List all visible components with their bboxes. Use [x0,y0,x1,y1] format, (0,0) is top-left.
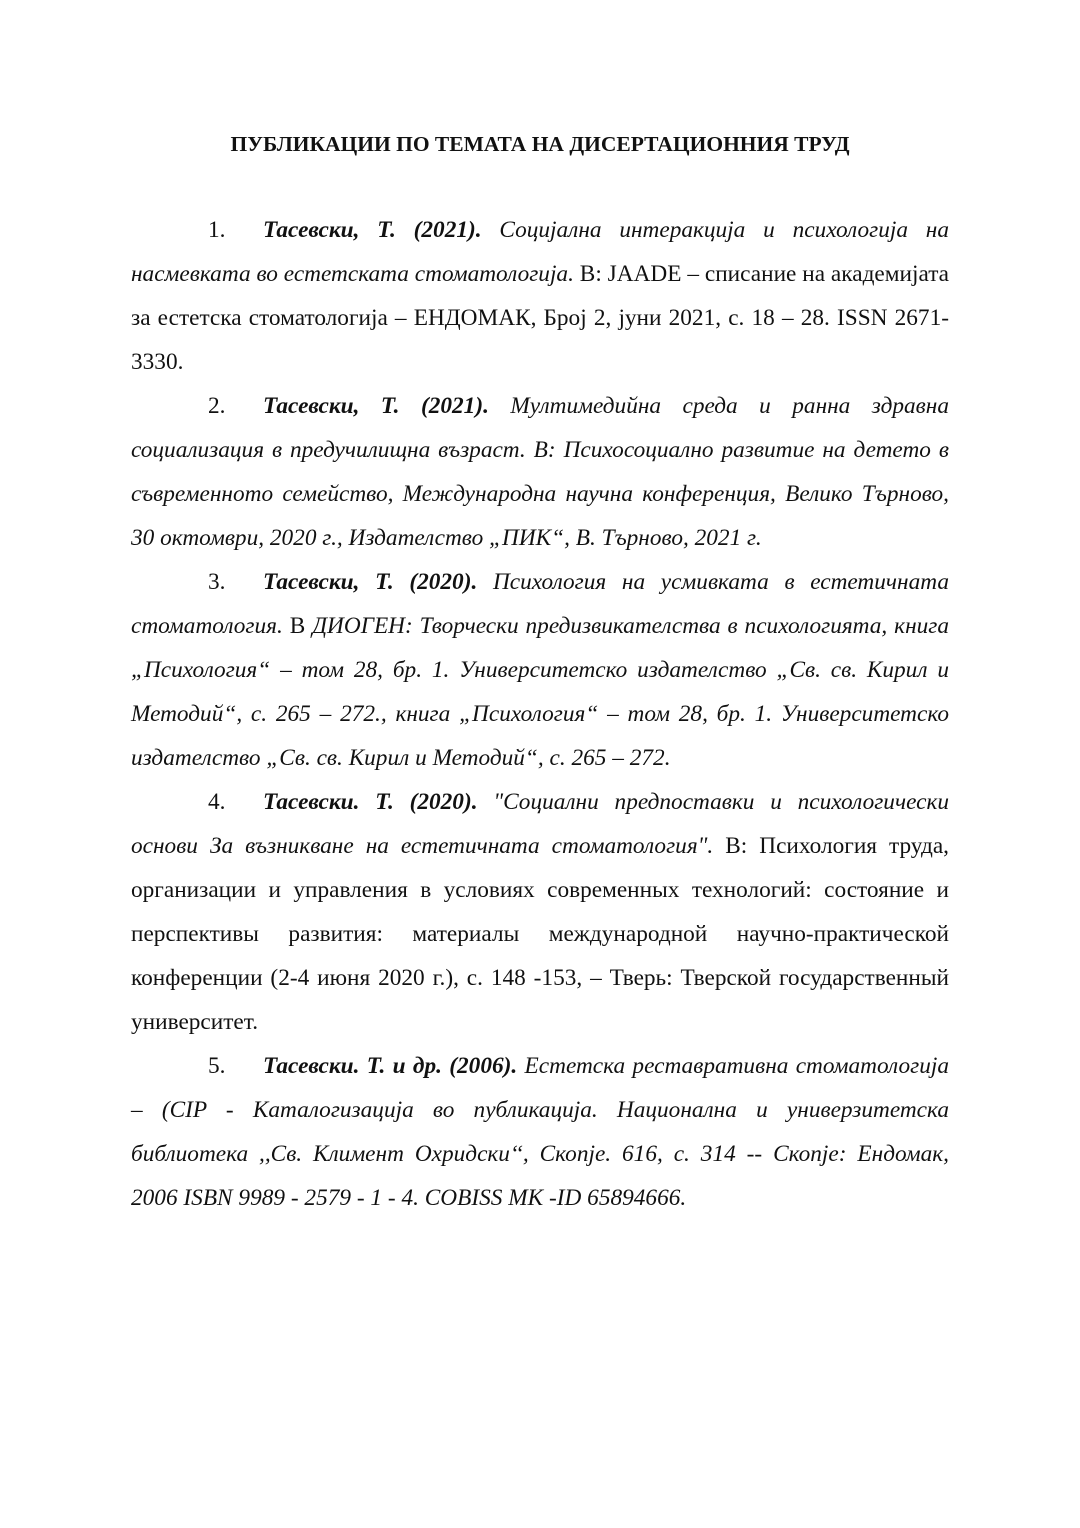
entry-number: 5. [208,1053,226,1079]
entry-title: Мултимедийна среда и ранна здравна социализация в предучилищна възраст. В: Психосоциално развитие на детето в съвременното семейство, Международна научна конференция, Велико Търново, 30 октомври, 2020 г., Издателство „ПИК“, В. Търново, 2021 г. [131,393,949,551]
entry-source: В: JAADE – списание на академијата за естетска стоматологија – ЕНДОМАК, Број 2, јуни 2021, с. 18 – 28. ISSN 2671-3330. [131,261,949,375]
publication-entry-4 [131,780,949,1044]
publication-entry-3 [131,560,949,780]
entry-number: 4. [208,789,226,815]
publication-entry-1 [131,208,949,384]
entry-author: Тасевски, Т. (2021). [263,217,482,243]
entry-author: Тасевски, Т. (2021). [263,393,489,419]
entry-source-lead: В [289,613,306,639]
entry-number: 1. [208,217,226,243]
entry-title: Естетска реставративна стоматологија – (CIP - Каталогизација во публикација. Национална и универзитетска библиотека ,,Св. Климент Охридски‘‘, Скопје. 616, с. 314 -- Скопје: Ендомак, 2006 ISBN 9989 - 2579 - 1 - 4. COBISS MK -ID 65894666. [131,1053,949,1211]
publication-entry-5 [131,1044,949,1220]
entry-title: Социјална интеракција и психологија на насмевката во естетската стоматологија. [131,217,949,287]
entry-title: "Социални предпоставки и психологически основи За възникване на естетичната стоматология". [131,789,949,859]
entry-author: Тасевски. Т. (2020). [263,789,478,815]
publication-entry-2 [131,384,949,560]
entry-number: 2. [208,393,226,419]
entry-number: 3. [208,569,226,595]
entry-author: Тасевски, Т. (2020). [263,569,478,595]
entry-title: Психология на усмивката в естетичната стоматология. [131,569,949,639]
entry-author: Тасевски. Т. и др. (2006). [263,1053,518,1079]
publication-list [131,208,949,1220]
document-title: ПУБЛИКАЦИИ ПО ТЕМАТА НА ДИСЕРТАЦИОННИЯ ТРУД [230,132,850,156]
entry-source: ДИОГЕН: Творчески предизвикателства в психологията, книга „Психология“ – том 28, бр. 1. Университетско издателство „Св. св. Кирил и Методий“, с. 265 – 272., книга „Психология“ – том 28, бр. 1. Университетско издателство „Св. св. Кирил и Методий“, с. 265 – 272. [131,613,950,771]
entry-source: В: Психология труда, организации и управления в условиях современных технологий: состояние и перспективы развития: материалы международной научно-практической конференции (2-4 июня 2020 г.), с. 148 -153, – Тверь: Тверской государственный университет. [131,833,950,1035]
